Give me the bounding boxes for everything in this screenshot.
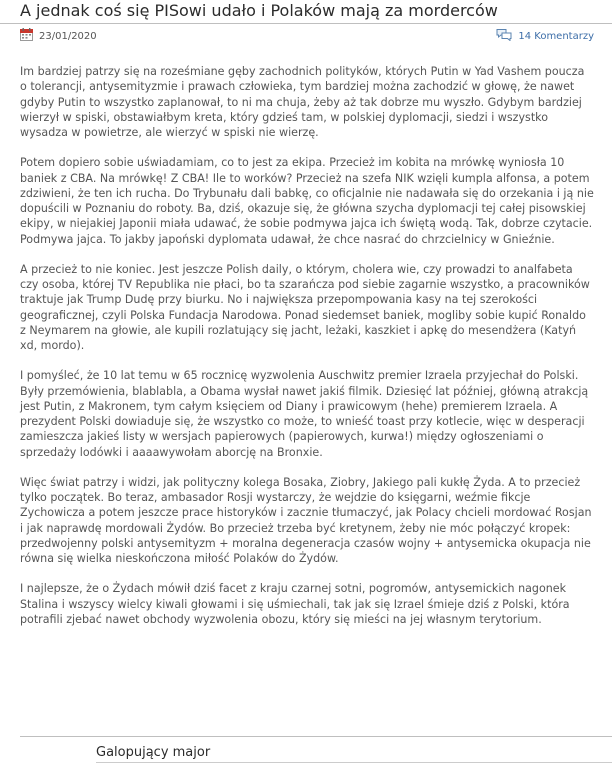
title-divider [0,23,612,24]
article-paragraph: I najlepsze, że o Żydach mówił dziś facet z kraju czarnej sotni, pogromów, antysemickich nagonek Stalina i wszyscy wielcy kiwali głowami i się uśmiechali, tak jak się Izrael śmieje dziś z Polski, która potrafili zjebać nawet obchody wyzwolenia obozu, który się mieści na jej własnym terytorium. [20,582,570,626]
article-paragraph: A przecież to nie koniec. Jest jeszcze Polish daily, o którym, cholera wie, czy prowadzi to analfabeta czy osoba, której TV Republika nie płaci, bo ta szarańcza pod siebie zagarnie wszystko, a pracowników traktuje jak Trump Dudę przy biurku. No i największa przepompowania kasy na tej szerokości geograficznej, czyli Polska Fundacja Narodowa. Ponad siedemset baniek, mogliby sobie kupić Ronaldo z Neymarem na głowie, ale kupili rozlatujący się jacht, leżaki, kaszkiet i apkę do mesendżera (Katyń xd, mordo). [20,262,590,352]
comments-count-label[interactable]: 14 Komentarzy [518,30,594,42]
article-paragraph: Potem dopiero sobie uświadamiam, co to jest za ekipa. Przecież im kobita na mrówkę wyniosła 10 baniek z CBA. Na mrówkę! Z CBA! Ile to worków? Przecież na szefa NIK wzięli kumpla alfonsa, a potem zdziwieni, że ten ich rucha. Do Trybunału dali babkę, co oficjalnie nie nadawała się do orzekania i ją nie dopuścili w Poznaniu do roboty. Ba, dziś, okazuje się, że główna szycha dyplomacji tej całej pisowskiej ekipy, w niejakiej Japonii miała udawać, że sobie podmywa jajca ich świętą wodą. Tak, dobrze czytacie. Podmywa jajca. To jakby japoński dyplomata udawał, że chce nasrać do chrzcielnicy w Gnieźnie. [20,156,594,246]
post-date [20,29,97,43]
article-paragraph: Więc świat patrzy i widzi, jak polityczny kolega Bosaka, Ziobry, Jakiego pali kukłę Żyda. A to przecież tylko początek. Bo teraz, ambasador Rosji wystarczy, że wejdzie do księgarni, weźmie fikcje Zychowicza a potem jeszcze prace historyków i zacznie tłumaczyć, jak Polacy chcieli mordować Rosjan i jak naprawdę mordowali Żydów. Bo przecież trzeba być kretynem, żeby nie móc połączyć kropek: przedwojenny polski antysemityzm + moralna degeneracja czasów wojny + antysemicka okupacja nie równa się wielka nieskończona miłość Polaków do Żydów. [20,475,592,565]
article-body [20,64,594,642]
article-paragraph: I pomyśleć, że 10 lat temu w 65 rocznicę wyzwolenia Auschwitz premier Izraela przyjechał do Polski. Były przemówienia, blablabla, a Obama wysłał nawet jakiś filmik. Dziesięć lat później, główną atrakcją jest Putin, z Makronem, tym całym księciem od Diany i prawicowym (hehe) premierem Izraela. A prezydent Polski dowiaduje się, że wszystko co może, to wnieść toast przy kotlecie, więc w desperacji zamieszcza jakieś listy w wersjach papierowych (papierowych, kurwa!) między ogłoszeniami o sprzedaży lodówki i aaaawywołam aborcję na Bronxie. [20,369,589,459]
article-paragraph: Im bardziej patrzy się na roześmiane gęby zachodnich polityków, których Putin w Yad Vashem poucza o tolerancji, antysemityzmie i prawach człowieka, tym bardziej można zachodzić w głowę, że nawet gdyby Putin to wszystko zaplanował, to ni ma chuja, żeby aż tak dobrze mu wyszło. Gdybym bardziej wierzył w spiski, obstawiałbym kreta, który gdzieś tam, w polskiej dyplomacji, siedzi i wszystko wysadza w powietrze, ale wierzyć w spiski nie wierzę. [20,65,585,139]
post-title[interactable]: A jednak coś się PISowi udało i Polaków mają za morderców [20,1,498,20]
article-divider [20,736,612,737]
speech-bubble-icon [496,28,512,44]
next-post-title[interactable]: Galopujący major [96,745,211,760]
calendar-icon [20,28,33,44]
next-post-divider [96,762,612,763]
post-date-text: 23/01/2020 [39,30,97,42]
comments-link[interactable] [496,29,594,43]
